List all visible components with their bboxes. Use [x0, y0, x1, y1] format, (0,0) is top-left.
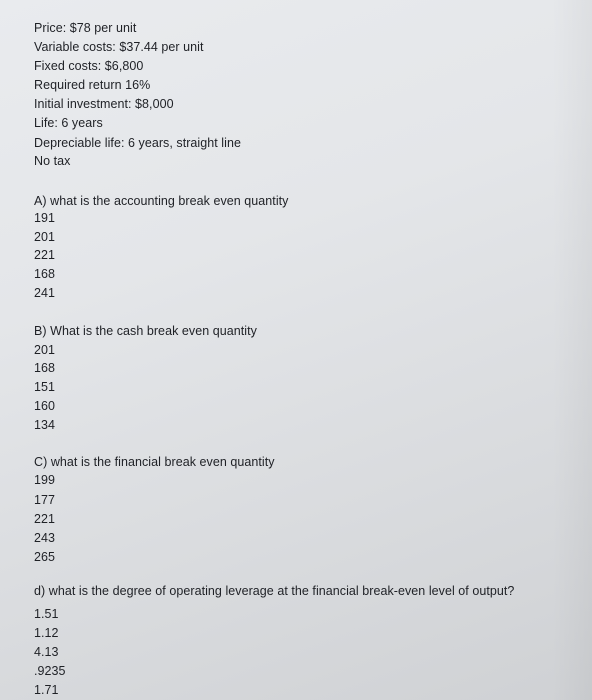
question-d-option: 4.13: [34, 645, 59, 659]
question-c-option: 265: [34, 550, 56, 564]
question-c-option: 243: [34, 531, 56, 545]
question-b-option: 134: [34, 418, 56, 432]
question-c-option: 199: [34, 473, 56, 487]
question-c-option: 177: [34, 493, 56, 507]
question-a-option: 168: [34, 267, 56, 281]
question-b-option: 201: [34, 343, 56, 357]
question-d-option: .9235: [34, 664, 66, 678]
given-fixed-costs: Fixed costs: $6,800: [34, 59, 144, 73]
question-a-prompt: A) what is the accounting break even quantity: [34, 194, 289, 208]
question-b-option: 160: [34, 399, 56, 413]
question-a-option: 241: [34, 286, 56, 300]
given-variable-costs: Variable costs: $37.44 per unit: [34, 40, 204, 54]
question-b-option: 168: [34, 361, 56, 375]
given-price: Price: $78 per unit: [34, 21, 137, 35]
question-d-option: 1.71: [34, 683, 59, 697]
question-c-option: 221: [34, 512, 56, 526]
question-d-prompt: d) what is the degree of operating leverage at the financial break-even level of output?: [34, 584, 515, 598]
given-depreciable-life: Depreciable life: 6 years, straight line: [34, 136, 241, 150]
given-required-return: Required return 16%: [34, 78, 151, 92]
given-life: Life: 6 years: [34, 116, 103, 130]
question-a-option: 191: [34, 211, 56, 225]
question-c-prompt: C) what is the financial break even quantity: [34, 455, 275, 469]
page-shadow: [552, 0, 592, 700]
question-b-prompt: B) What is the cash break even quantity: [34, 324, 257, 338]
question-d-option: 1.51: [34, 607, 59, 621]
question-a-option: 201: [34, 230, 56, 244]
given-tax: No tax: [34, 154, 71, 168]
question-d-option: 1.12: [34, 626, 59, 640]
given-initial-investment: Initial investment: $8,000: [34, 97, 174, 111]
question-a-option: 221: [34, 248, 56, 262]
question-b-option: 151: [34, 380, 56, 394]
